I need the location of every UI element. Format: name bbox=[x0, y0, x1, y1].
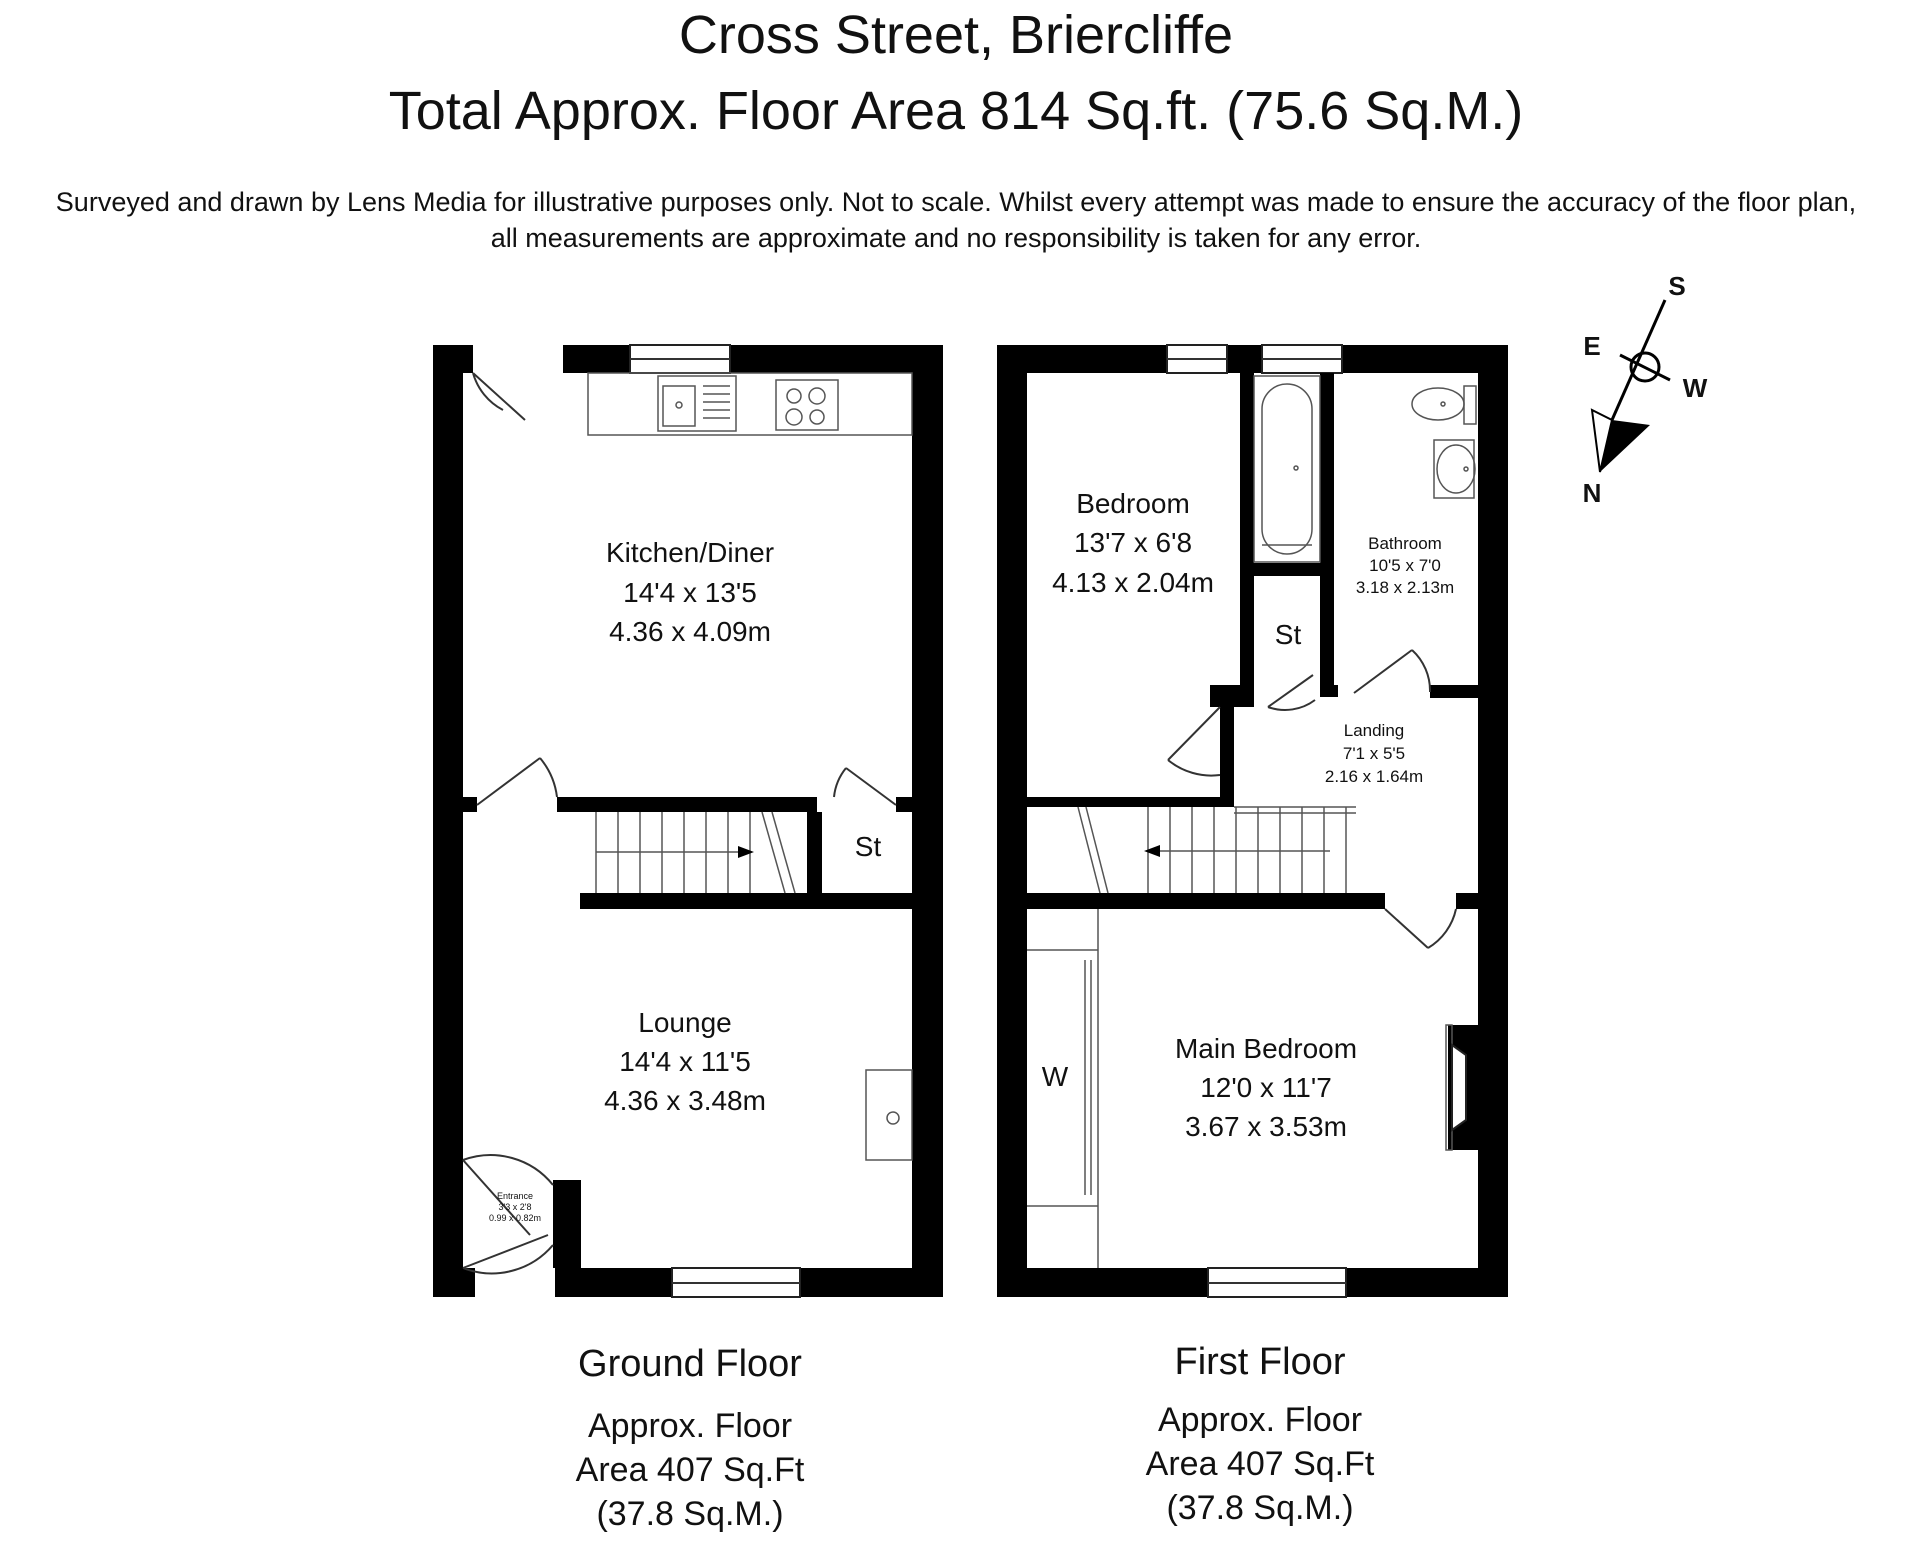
entrance-metric: 0.99 x 0.82m bbox=[488, 1213, 542, 1223]
main-bedroom-imperial: 12'0 x 11'7 bbox=[1200, 1072, 1332, 1103]
wall bbox=[463, 797, 477, 812]
main-bedroom-label: Main Bedroom bbox=[1174, 1033, 1358, 1064]
store-door-swing bbox=[834, 768, 896, 805]
wall bbox=[1320, 373, 1334, 685]
bathroom-door-swing bbox=[1354, 650, 1430, 693]
hob-icon bbox=[776, 380, 838, 430]
wall bbox=[807, 812, 822, 893]
entrance-label: Entrance bbox=[496, 1191, 534, 1201]
compass-e-label: E bbox=[1583, 331, 1601, 361]
main-bedroom-metric: 3.67 x 3.53m bbox=[1185, 1111, 1347, 1142]
toilet-icon bbox=[1412, 386, 1476, 424]
bedroom-metric: 4.13 x 2.04m bbox=[1052, 567, 1214, 598]
basin-icon bbox=[1434, 440, 1475, 498]
compass-s-label: S bbox=[1668, 271, 1686, 301]
lounge-metric: 4.36 x 3.48m bbox=[604, 1085, 766, 1116]
wall bbox=[1478, 345, 1508, 1297]
wall bbox=[563, 345, 943, 373]
wall bbox=[433, 1268, 475, 1297]
first-floor-name: First Floor bbox=[1174, 1341, 1346, 1383]
first-floor-caption bbox=[1040, 1341, 1480, 1530]
hall-door-swing bbox=[477, 758, 557, 805]
lounge-label: Lounge bbox=[638, 1007, 732, 1038]
entrance-imperial: 3'3 x 2'8 bbox=[498, 1202, 532, 1212]
kitchen-diner-label: Kitchen/Diner bbox=[605, 537, 775, 568]
wall bbox=[1456, 893, 1478, 909]
ground-floor-name: Ground Floor bbox=[578, 1343, 802, 1385]
wall bbox=[1254, 563, 1320, 576]
compass-icon bbox=[1592, 300, 1670, 472]
bath-icon bbox=[1254, 376, 1320, 562]
chimney-breast bbox=[866, 1070, 912, 1160]
chimney-breast bbox=[1446, 1025, 1478, 1150]
first-store-label: St bbox=[1274, 619, 1302, 650]
wall bbox=[557, 797, 817, 812]
kitchen-door-swing bbox=[473, 373, 525, 420]
wall bbox=[1320, 685, 1338, 697]
bedroom-imperial: 13'7 x 6'8 bbox=[1073, 527, 1193, 558]
disclaimer-line-1: Surveyed and drawn by Lens Media for illustrative purposes only. Not to scale. Whilst every attempt was made to ensure the accuracy of the floor plan, bbox=[55, 187, 1857, 217]
first-floor-area-2: Area 407 Sq.Ft bbox=[1145, 1445, 1375, 1483]
compass-n-label: N bbox=[1582, 478, 1602, 508]
landing-label: Landing bbox=[1343, 721, 1405, 740]
wall bbox=[580, 893, 912, 909]
landing-imperial: 7'1 x 5'5 bbox=[1342, 744, 1406, 763]
bathroom-metric: 3.18 x 2.13m bbox=[1355, 578, 1455, 597]
wall bbox=[1027, 893, 1385, 909]
wall bbox=[896, 797, 912, 812]
kitchen-diner-metric: 4.36 x 4.09m bbox=[609, 616, 771, 647]
wall bbox=[433, 345, 463, 1297]
disclaimer-line-2: all measurements are approximate and no responsibility is taken for any error. bbox=[490, 223, 1422, 253]
bedroom-door-swing bbox=[1168, 707, 1220, 776]
ground-stairs bbox=[596, 812, 795, 893]
first-floor-area-3: (37.8 Sq.M.) bbox=[1166, 1489, 1354, 1527]
ground-floor-area-1: Approx. Floor bbox=[587, 1407, 793, 1445]
first-floor-stairs bbox=[1078, 807, 1356, 893]
ground-store-label: St bbox=[854, 831, 882, 862]
landing-metric: 2.16 x 1.64m bbox=[1324, 767, 1424, 786]
wall bbox=[1210, 685, 1254, 707]
wall bbox=[997, 345, 1027, 1297]
ground-floor-area-2: Area 407 Sq.Ft bbox=[575, 1451, 805, 1489]
kitchen-worktop bbox=[588, 373, 912, 435]
ground-floor-area-3: (37.8 Sq.M.) bbox=[596, 1495, 784, 1533]
wall bbox=[433, 345, 473, 373]
wall bbox=[912, 345, 943, 1297]
wardrobe-label: W bbox=[1041, 1061, 1069, 1092]
wall bbox=[1220, 707, 1234, 807]
lounge-imperial: 14'4 x 11'5 bbox=[619, 1046, 751, 1077]
first-floor-area-1: Approx. Floor bbox=[1157, 1401, 1363, 1439]
first-floor-plan bbox=[997, 345, 1508, 1297]
wall bbox=[1430, 685, 1478, 698]
bathroom-label: Bathroom bbox=[1368, 534, 1442, 553]
compass-w-label: W bbox=[1682, 373, 1708, 403]
plan-title: Cross Street, Briercliffe bbox=[678, 5, 1234, 65]
wall bbox=[1027, 797, 1220, 807]
kitchen-diner-imperial: 14'4 x 13'5 bbox=[623, 577, 757, 608]
ground-floor-plan bbox=[433, 345, 943, 1297]
wall bbox=[997, 345, 1508, 373]
total-floor-area: Total Approx. Floor Area 814 Sq.ft. (75.6 Sq.M.) bbox=[388, 81, 1524, 141]
wall bbox=[1240, 373, 1254, 685]
ground-floor-caption bbox=[470, 1343, 910, 1536]
store-door-swing bbox=[1268, 675, 1315, 710]
sink-icon bbox=[658, 376, 736, 431]
bedroom-label: Bedroom bbox=[1076, 488, 1190, 519]
bathroom-imperial: 10'5 x 7'0 bbox=[1369, 556, 1441, 575]
main-bedroom-door-swing bbox=[1385, 909, 1456, 948]
